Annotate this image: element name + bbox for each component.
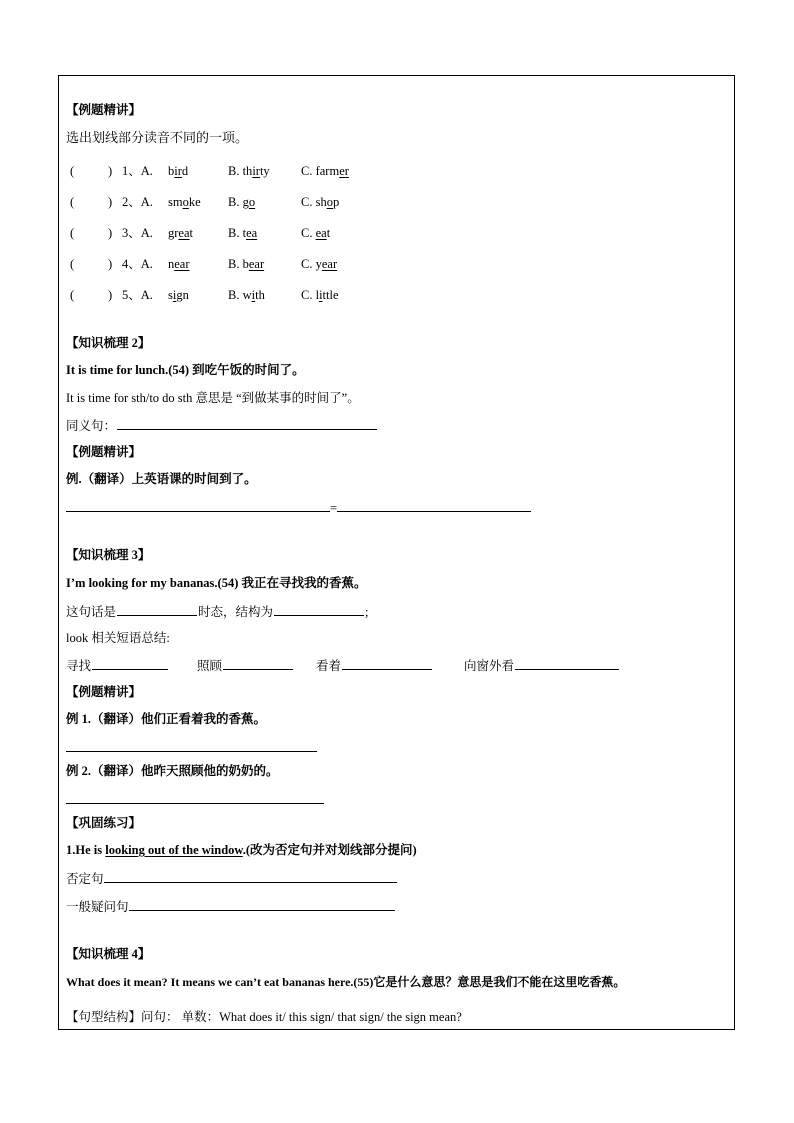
option-a: great [168,226,194,240]
yesno-line [66,898,395,915]
phrase-label: 寻找 [66,659,92,673]
answer-paren-close: ) [108,164,113,178]
example-3-1-prompt: 例 1.（翻译）他们正看着我的香蕉。 [66,712,267,726]
yesno-label: 一般疑问句 [66,900,129,914]
option-c: C. year [301,257,338,271]
tense-blank[interactable] [117,603,197,616]
tense-line [66,603,369,620]
equals-sign: = [330,501,338,515]
example-3-2-prompt: 例 2.（翻译）他昨天照顾他的奶奶的。 [66,764,279,778]
section-heading-example-2: 【例题精讲】 [66,445,142,459]
phrase-label: 照顾 [197,659,223,673]
option-b: B. bear [228,257,265,271]
phrase-2 [197,657,294,674]
phrase-blank[interactable] [342,657,432,670]
negative-answer-blank[interactable] [104,870,397,883]
example-2-answer-line [66,499,531,516]
example-2-prompt: 例.（翻译）上英语课的时间到了。 [66,472,257,486]
option-c: C. little [301,288,339,302]
phrase-1 [66,657,169,674]
knowledge-4-sentence: What does it mean? It means we can’t eat bananas here.(55)它是什么意思？意思是我们不能在这里吃香蕉。 [66,975,626,989]
option-a: sign [168,288,189,302]
section-heading-practice: 【巩固练习】 [66,816,142,830]
question-number: 4、A. [122,257,153,271]
tense-label-a: 这句话是 [66,605,117,619]
practice-question-underlined: looking out of the window [105,843,243,857]
question-number: 3、A. [122,226,153,240]
tense-label-c: ; [365,605,369,619]
section-heading-knowledge-4: 【知识梳理 4】 [66,947,151,961]
answer-paren-close: ) [108,226,113,240]
question-number: 1、A. [122,164,153,178]
structure-line: 【句型结构】问句： 单数：What does it/ this sign/ that sign/ the sign mean? [66,1010,462,1024]
option-b: B. tea [228,226,258,240]
option-c: C. eat [301,226,331,240]
example-3-1-answer-blank[interactable] [66,751,317,752]
example-3-2-answer-blank[interactable] [66,803,324,804]
question-number: 2、A. [122,195,153,209]
option-b: B. go [228,195,256,209]
negative-label: 否定句 [66,872,104,886]
answer-paren-open: ( [70,257,75,271]
structure-blank[interactable] [274,603,364,616]
option-b: B. thirty [228,164,270,178]
synonym-answer-blank[interactable] [117,417,377,430]
answer-paren-open: ( [70,164,75,178]
phrase-label: 看着 [316,659,342,673]
question-number: 5、A. [122,288,153,302]
option-c: C. farmer [301,164,349,178]
negative-line [66,870,397,887]
phrase-4 [464,657,620,674]
synonym-label: 同义句： [66,419,117,433]
option-a: bird [168,164,189,178]
knowledge-2-sentence: It is time for lunch.(54) 到吃午饭的时间了。 [66,363,305,377]
option-a: near [168,257,190,271]
answer-paren-open: ( [70,288,75,302]
knowledge-2-note: It is time for sth/to do sth 意思是 “到做某事的时间了”。 [66,391,360,405]
phrase-label: 向窗外看 [464,659,515,673]
example-2-answer-blank-left[interactable] [66,499,330,512]
answer-paren-close: ) [108,257,113,271]
answer-paren-close: ) [108,195,113,209]
option-b: B. with [228,288,265,302]
instruction-text: 选出划线部分读音不同的一项。 [66,130,249,145]
section-heading-example-1: 【例题精讲】 [66,103,142,117]
answer-paren-open: ( [70,226,75,240]
knowledge-3-sentence: I’m looking for my bananas.(54) 我正在寻找我的香蕉。 [66,576,367,590]
phrase-blank[interactable] [515,657,619,670]
section-heading-example-3: 【例题精讲】 [66,685,142,699]
tense-label-b: 时态，结构为 [198,605,274,619]
example-2-answer-blank-right[interactable] [337,499,531,512]
phrase-blank[interactable] [92,657,168,670]
section-heading-knowledge-2: 【知识梳理 2】 [66,336,151,350]
look-summary: look 相关短语总结: [66,631,170,645]
phrase-3 [316,657,433,674]
yesno-answer-blank[interactable] [129,898,395,911]
answer-paren-close: ) [108,288,113,302]
answer-paren-open: ( [70,195,75,209]
phrase-blank[interactable] [223,657,293,670]
option-c: C. shop [301,195,340,209]
practice-question [66,842,417,858]
synonym-line [66,417,378,434]
practice-question-pre: 1.He is [66,843,106,857]
option-a: smoke [168,195,201,209]
practice-question-post: .(改为否定句并对划线部分提问) [242,843,417,857]
section-heading-knowledge-3: 【知识梳理 3】 [66,548,151,562]
